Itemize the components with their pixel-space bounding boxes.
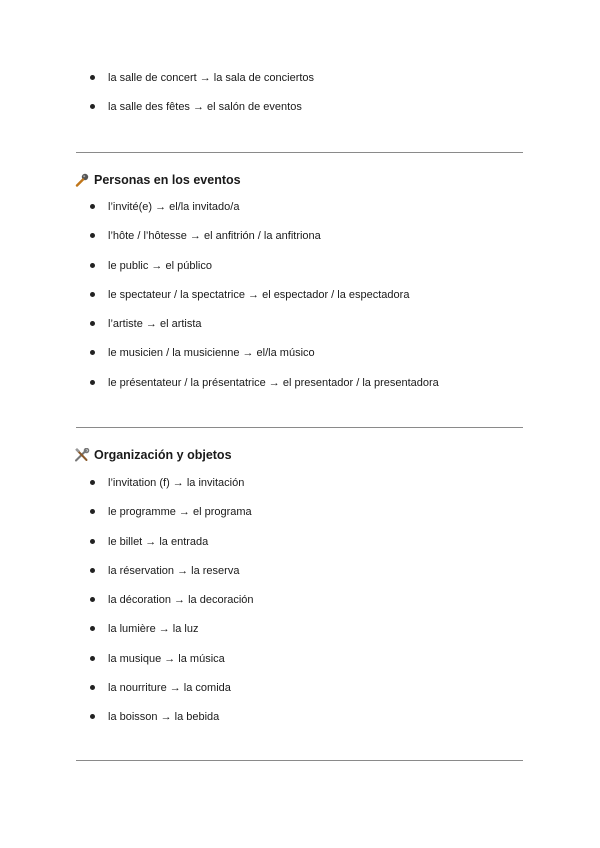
list-item: la décoration → la decoración <box>90 593 254 622</box>
list-item: la salle de concert → la sala de conciertos <box>90 71 314 100</box>
list-item: le public → el público <box>90 259 439 288</box>
tools-icon <box>74 448 90 462</box>
bullet <box>90 380 95 385</box>
bullet <box>90 539 95 544</box>
personas-list <box>90 200 439 405</box>
list-item: la réservation → la reserva <box>90 564 254 593</box>
bullet <box>90 292 95 297</box>
bullet <box>90 714 95 719</box>
bullet <box>90 685 95 690</box>
bullet <box>90 568 95 573</box>
list-item: le musicien / la musicienne → el/la músico <box>90 346 439 375</box>
bullet <box>90 204 95 209</box>
bullet <box>90 509 95 514</box>
list-item: la boisson → la bebida <box>90 710 254 739</box>
section-title-organizacion <box>74 447 232 463</box>
section-title-personas <box>74 172 241 188</box>
bullet <box>90 104 95 109</box>
bullet <box>90 350 95 355</box>
list-item: le programme → el programa <box>90 505 254 534</box>
divider <box>76 760 523 761</box>
list-item: le spectateur / la spectatrice → el espectador / la espectadora <box>90 288 439 317</box>
list-item: la salle des fêtes → el salón de eventos <box>90 100 314 129</box>
list-item: la musique → la música <box>90 652 254 681</box>
bullet <box>90 626 95 631</box>
intro-list <box>90 71 314 130</box>
list-item: le présentateur / la présentatrice → el presentador / la presentadora <box>90 376 439 405</box>
list-item: l’invité(e) → el/la invitado/a <box>90 200 439 229</box>
organizacion-list <box>90 476 254 740</box>
list-item: la lumière → la luz <box>90 622 254 651</box>
divider <box>76 152 523 153</box>
section-heading: Personas en los eventos <box>94 173 241 187</box>
bullet <box>90 233 95 238</box>
list-item: l’hôte / l’hôtesse → el anfitrión / la anfitriona <box>90 229 439 258</box>
list-item: le billet → la entrada <box>90 535 254 564</box>
bullet <box>90 480 95 485</box>
microphone-icon <box>74 173 90 187</box>
bullet <box>90 597 95 602</box>
list-item: la nourriture → la comida <box>90 681 254 710</box>
bullet <box>90 75 95 80</box>
list-item: l’invitation (f) → la invitación <box>90 476 254 505</box>
list-item: l’artiste → el artista <box>90 317 439 346</box>
bullet <box>90 263 95 268</box>
bullet <box>90 321 95 326</box>
divider <box>76 427 523 428</box>
bullet <box>90 656 95 661</box>
section-heading: Organización y objetos <box>94 448 232 462</box>
